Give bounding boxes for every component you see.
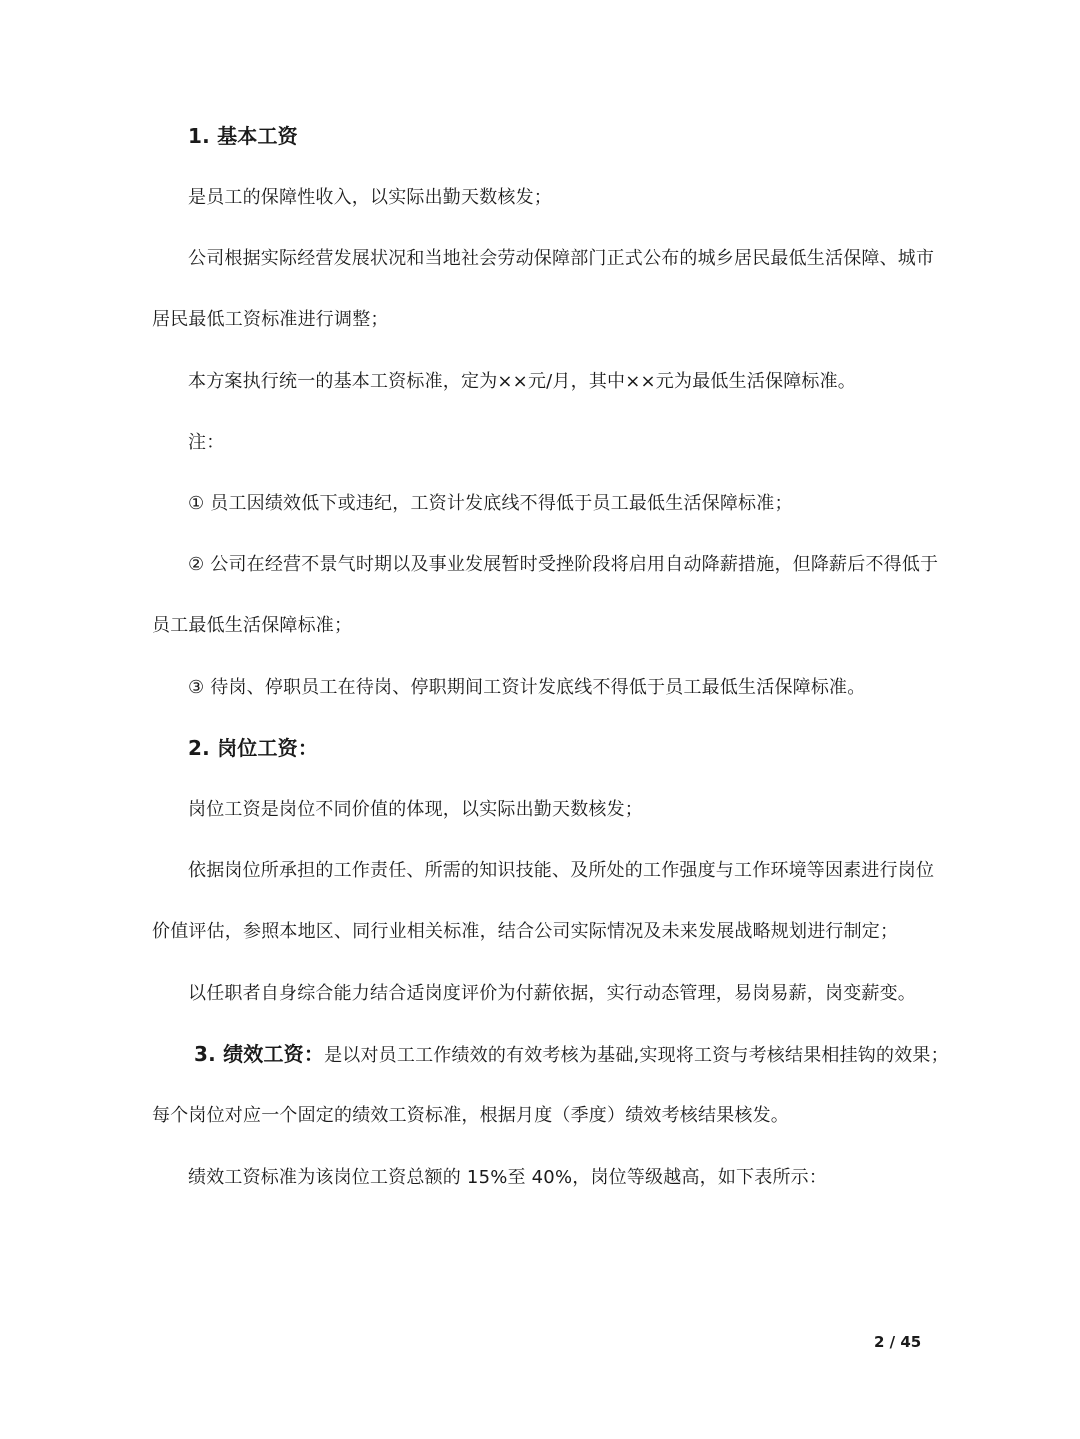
section-3-first-line [194, 1042, 949, 1068]
note-label: 注： [188, 432, 225, 453]
page-number: 2 / 45 [874, 1333, 922, 1351]
section-3-paragraph-1-start: 是以对员工工作绩效的有效考核为基础,实现将工资与考核结果相挂钩的效果； [324, 1045, 949, 1066]
section-3-paragraph-2: 绩效工资标准为该岗位工资总额的 15%至 40%，岗位等级越高，如下表所示： [188, 1167, 828, 1188]
section-1-paragraph-2-line-1: 公司根据实际经营发展状况和当地社会劳动保障部门正式公布的城乡居民最低生活保障、城市 [188, 248, 935, 269]
note-item-2-line-2: 员工最低生活保障标准； [152, 615, 353, 636]
section-2-paragraph-2-line-2: 价值评估，参照本地区、同行业相关标准，结合公司实际情况及未来发展战略规划进行制定； [152, 921, 899, 942]
section-3-paragraph-1-line-2: 每个岗位对应一个固定的绩效工资标准，根据月度（季度）绩效考核结果核发。 [152, 1105, 789, 1126]
note-item-3: ③ 待岗、停职员工在待岗、停职期间工资计发底线不得低于员工最低生活保障标准。 [188, 677, 866, 698]
note-item-2-line-1: ② 公司在经营不景气时期以及事业发展暂时受挫阶段将启用自动降薪措施，但降薪后不得低于 [188, 554, 939, 575]
section-3-heading: 3. 绩效工资： [194, 1042, 325, 1066]
section-2-paragraph-1: 岗位工资是岗位不同价值的体现，以实际出勤天数核发； [188, 799, 643, 820]
section-1-heading: 1. 基本工资 [188, 124, 298, 148]
note-item-1: ① 员工因绩效低下或违纪，工资计发底线不得低于员工最低生活保障标准； [188, 493, 793, 514]
section-2-paragraph-2-line-1: 依据岗位所承担的工作责任、所需的知识技能、及所处的工作强度与工作环境等因素进行岗位 [188, 860, 935, 881]
section-1-paragraph-2-line-2: 居民最低工资标准进行调整； [152, 309, 389, 330]
section-2-heading: 2. 岗位工资： [188, 736, 319, 760]
section-2-paragraph-3: 以任职者自身综合能力结合适岗度评价为付薪依据，实行动态管理，易岗易薪，岗变薪变。 [188, 983, 916, 1004]
section-1-paragraph-3: 本方案执行统一的基本工资标准，定为××元/月，其中××元为最低生活保障标准。 [188, 371, 856, 392]
section-1-paragraph-1: 是员工的保障性收入，以实际出勤天数核发； [188, 187, 552, 208]
